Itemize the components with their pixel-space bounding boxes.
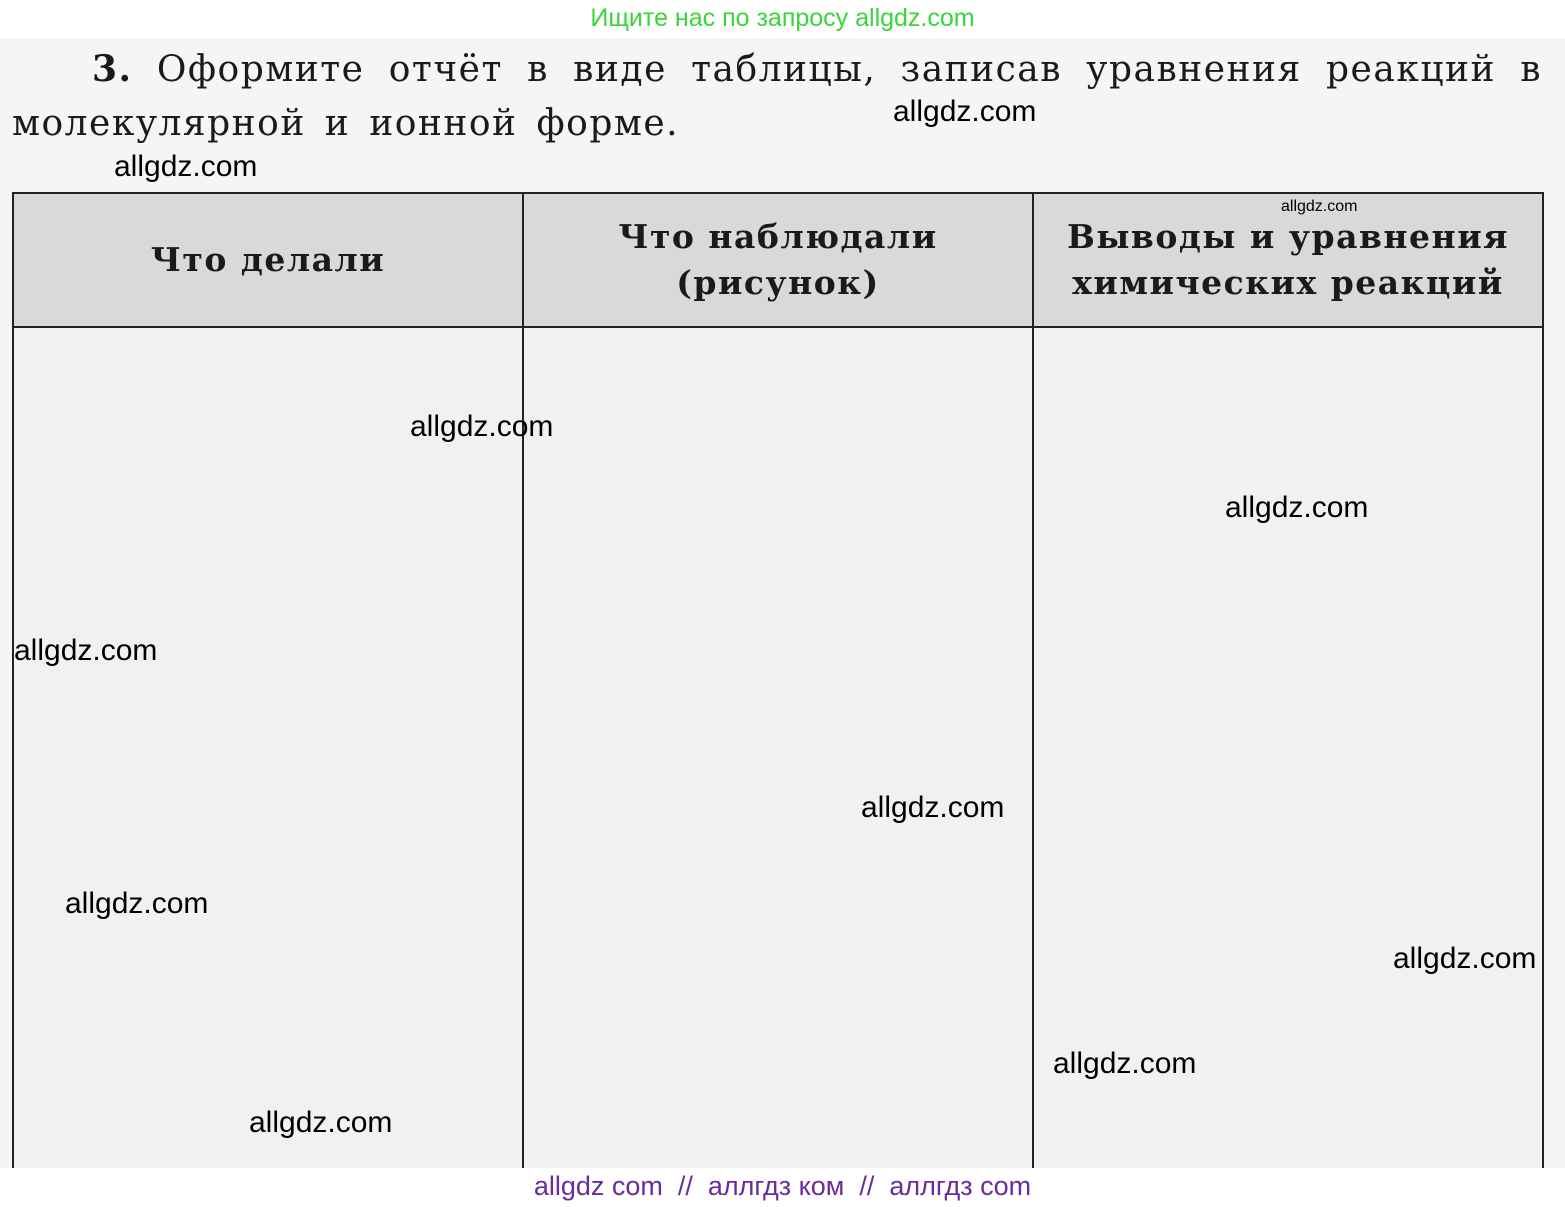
- header-banner: Ищите нас по запросу allgdz.com: [590, 4, 975, 32]
- table-cell[interactable]: [13, 327, 523, 1169]
- table-row: [13, 327, 1543, 1169]
- watermark: allgdz.com: [65, 887, 209, 920]
- watermark: allgdz.com: [1225, 491, 1369, 524]
- watermark: allgdz.com: [410, 410, 554, 443]
- watermark: allgdz.com: [1281, 198, 1358, 215]
- column-header-what-done: Что делали: [13, 193, 523, 327]
- table-cell[interactable]: [1033, 327, 1543, 1169]
- column-header-observed: Что наблюдали (рисунок): [523, 193, 1033, 327]
- watermark: allgdz.com: [893, 95, 1037, 128]
- task-paragraph: [12, 42, 1542, 151]
- watermark: allgdz.com: [1393, 942, 1537, 975]
- report-table: [12, 192, 1544, 1170]
- footer-banner: allgdz com // аллгдз ком // аллгдз com: [0, 1168, 1565, 1207]
- task-text: Оформите отчёт в виде таблицы, записав уравнения реакций в молекулярной и ионной форме.: [12, 49, 1542, 144]
- watermark: allgdz.com: [14, 634, 158, 667]
- watermark: allgdz.com: [1053, 1047, 1197, 1080]
- column-header-conclusions: Выводы и уравнения химических реакций: [1033, 193, 1543, 327]
- task-number: 3.: [92, 48, 133, 90]
- table-cell[interactable]: [523, 327, 1033, 1169]
- watermark: allgdz.com: [114, 150, 258, 183]
- watermark: allgdz.com: [861, 791, 1005, 824]
- watermark: allgdz.com: [249, 1106, 393, 1139]
